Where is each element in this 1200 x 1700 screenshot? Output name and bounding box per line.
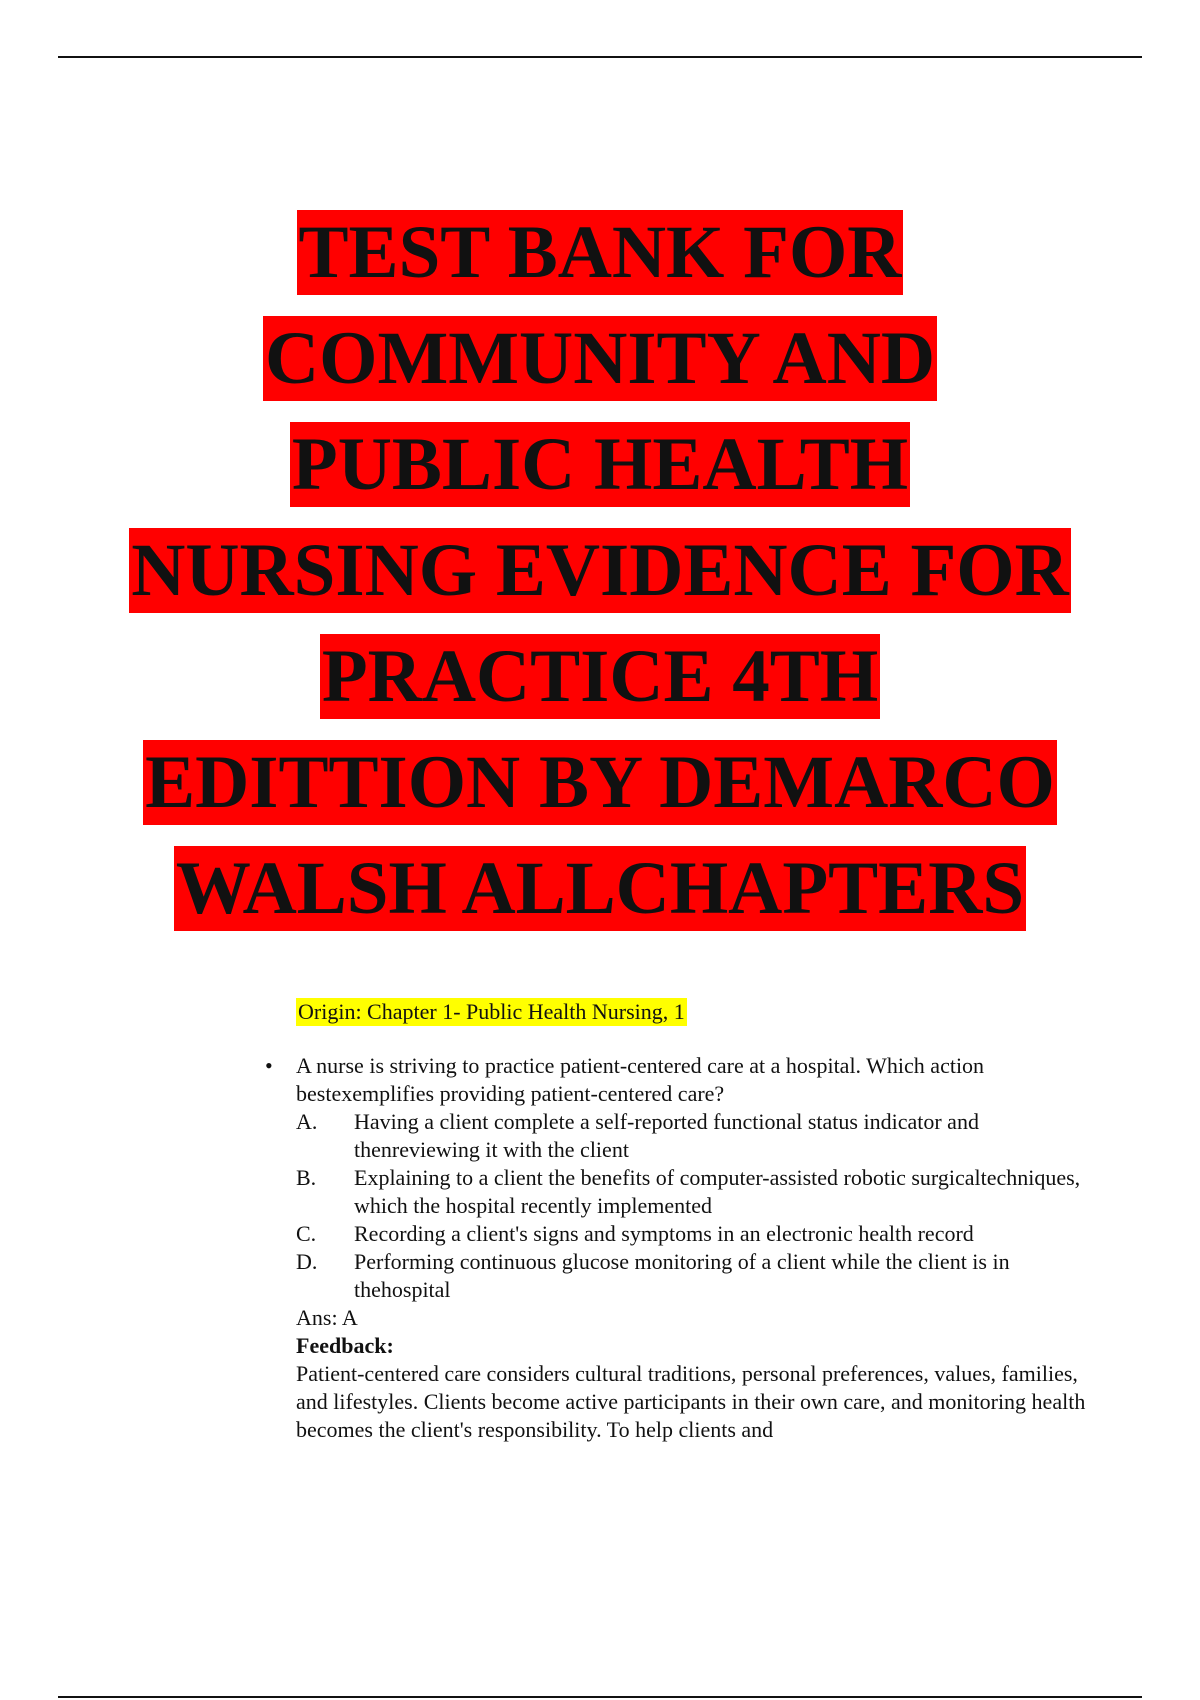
question-stem-row [262, 1052, 1082, 1108]
option-a [296, 1108, 1082, 1164]
answer-key: Ans: A [296, 1305, 358, 1330]
option-letter: D. [296, 1249, 318, 1274]
title-line: NURSING EVIDENCE FOR [131, 529, 1069, 612]
title-line: EDITTION BY DEMARCO [145, 741, 1055, 824]
option-b [296, 1164, 1082, 1220]
question-block [262, 1052, 1086, 1444]
option-text: Having a client complete a self-reported functional status indicator and thenreviewing it with the client [354, 1109, 979, 1162]
document-title [0, 210, 1200, 952]
option-text: Explaining to a client the benefits of computer-assisted robotic surgicaltechniques, which the hospital recently implemented [354, 1165, 1081, 1218]
feedback-heading: Feedback: [296, 1333, 394, 1358]
top-rule [58, 56, 1142, 58]
option-letter: C. [296, 1221, 317, 1246]
title-line: PRACTICE 4TH [321, 635, 879, 718]
option-text: Performing continuous glucose monitoring of a client while the client is in thehospital [354, 1249, 1010, 1302]
origin-label: Origin: Chapter 1- Public Health Nursing, 1 [298, 999, 685, 1024]
title-line: COMMUNITY AND [264, 317, 936, 400]
title-line: TEST BANK FOR [298, 211, 902, 294]
question-stem: A nurse is striving to practice patient-centered care at a hospital. Which action bestexemplifies providing patient-centered care? [296, 1053, 985, 1106]
title-line: WALSH ALLCHAPTERS [175, 847, 1025, 930]
option-text: Recording a client's signs and symptoms in an electronic health record [354, 1221, 974, 1246]
option-c [296, 1220, 1082, 1248]
option-d [296, 1248, 1082, 1304]
bullet-icon: • [265, 1053, 273, 1078]
option-letter: A. [296, 1109, 318, 1134]
option-letter: B. [296, 1165, 317, 1190]
answer-options [262, 1108, 1082, 1304]
title-line: PUBLIC HEALTH [291, 423, 909, 506]
bottom-rule [58, 1696, 1142, 1698]
feedback-text: Patient-centered care considers cultural traditions, personal preferences, values, families, and lifestyles. Clients become active participants in their own care, and monitoring health becomes the client's responsibility. To help clients and [296, 1361, 1086, 1442]
